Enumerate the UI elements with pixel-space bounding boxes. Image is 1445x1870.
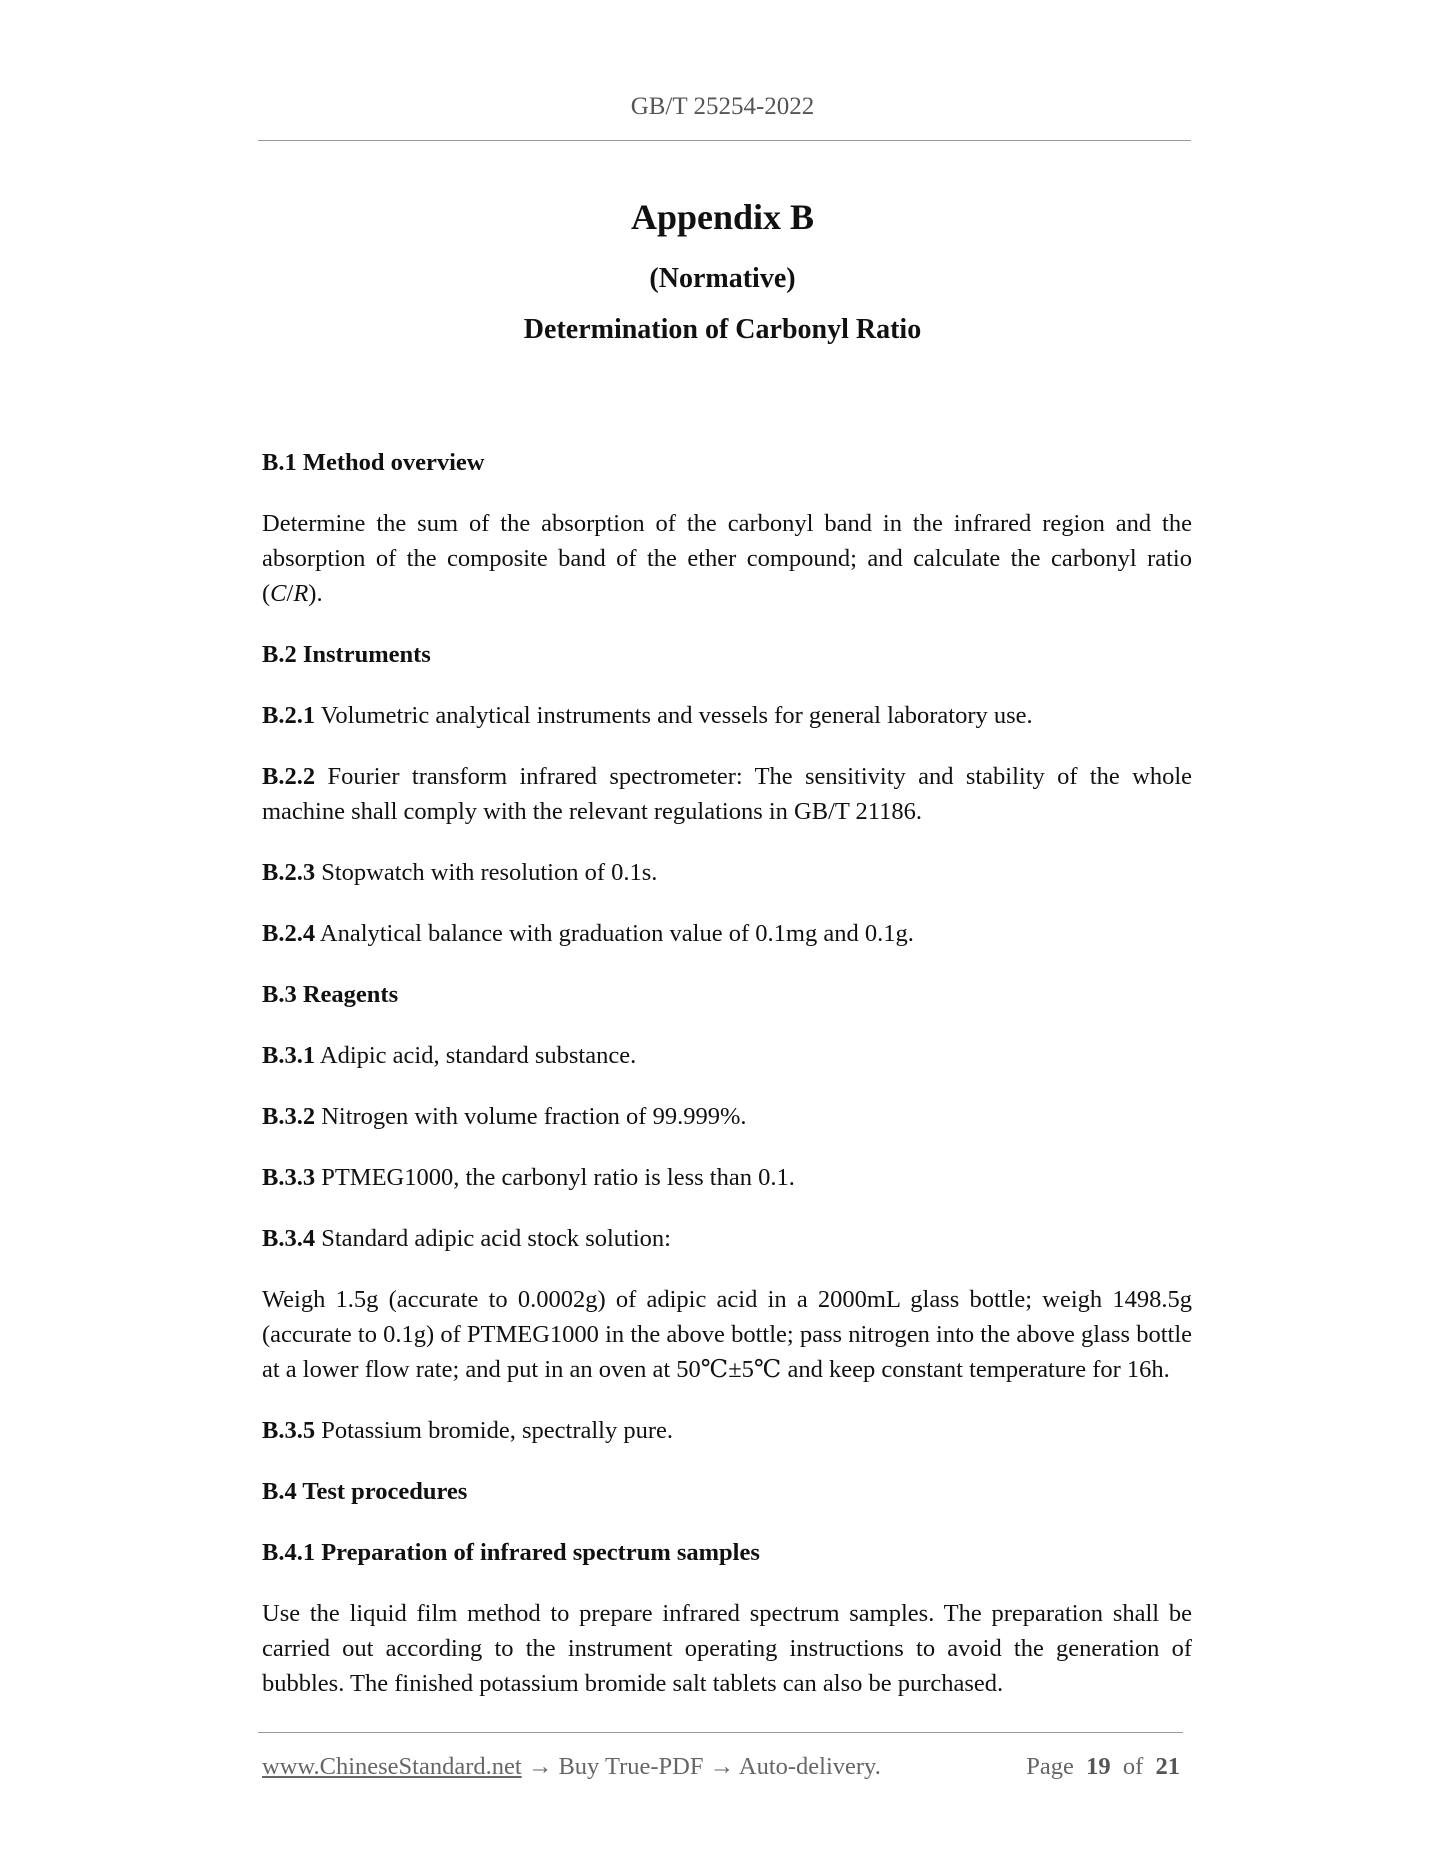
method-overview-paragraph: Determine the sum of the absorption of the carbonyl band in the infrared region and the absorption of the composite band of the ether compound; and calculate the carbonyl ratio (C/R).	[262, 510, 1192, 607]
section-heading-b2: B.2 Instruments	[262, 641, 431, 668]
page-number	[1026, 1751, 1180, 1783]
document-header-code: GB/T 25254-2022	[630, 93, 815, 120]
sample-preparation-paragraph: Use the liquid film method to prepare infrared spectrum samples. The preparation shall be carried out according to the instrument operating instructions to avoid the generation of bubbles. The finished potassium bromide salt tablets can also be purchased.	[262, 1600, 1192, 1697]
appendix-name: Determination of Carbonyl Ratio	[523, 314, 922, 345]
stock-solution-paragraph: Weigh 1.5g (accurate to 0.0002g) of adipic acid in a 2000mL glass bottle; weigh 1498.5g (accurate to 0.1g) of PTMEG1000 in the above bottle; pass nitrogen into the above glass bottle at a lower flow rate; and put in an oven at 50℃±5℃ and keep constant temperature for 16h.	[262, 1286, 1192, 1383]
document-body	[262, 445, 1192, 1727]
site-link[interactable]: www.ChineseStandard.net	[262, 1753, 522, 1780]
arrow-icon: →	[527, 1753, 553, 1780]
appendix-title: Appendix B	[630, 197, 815, 237]
arrow-icon: →	[709, 1753, 735, 1780]
section-heading-b3: B.3 Reagents	[262, 981, 399, 1008]
clause-b2-2: B.2.2 Fourier transform infrared spectrometer: The sensitivity and stability of the whole machine shall comply with the relevant regulations in GB/T 21186.	[262, 763, 1192, 825]
footer-divider	[258, 1732, 1183, 1733]
clause-b3-3: B.3.3 PTMEG1000, the carbonyl ratio is less than 0.1.	[262, 1164, 795, 1191]
section-heading-b1: B.1 Method overview	[262, 449, 485, 476]
clause-b2-3: B.2.3 Stopwatch with resolution of 0.1s.	[262, 859, 658, 886]
buy-pdf-text: Buy True-PDF	[558, 1753, 704, 1780]
footer-promo	[262, 1751, 881, 1783]
clause-b3-5: B.3.5 Potassium bromide, spectrally pure.	[262, 1417, 673, 1444]
clause-b3-4: B.3.4 Standard adipic acid stock solution:	[262, 1225, 671, 1252]
clause-b2-4: B.2.4 Analytical balance with graduation value of 0.1mg and 0.1g.	[262, 920, 914, 947]
subsection-heading-b4-1: B.4.1 Preparation of infrared spectrum samples	[262, 1539, 760, 1566]
header-divider	[258, 140, 1191, 141]
total-pages: 21	[1155, 1753, 1180, 1780]
appendix-type: (Normative)	[649, 263, 796, 294]
section-heading-b4: B.4 Test procedures	[262, 1478, 468, 1505]
page-label: Page	[1026, 1753, 1074, 1780]
clause-b3-1: B.3.1 Adipic acid, standard substance.	[262, 1042, 637, 1069]
clause-b2-1: B.2.1 Volumetric analytical instruments and vessels for general laboratory use.	[262, 702, 1033, 729]
current-page: 19	[1086, 1753, 1111, 1780]
clause-b3-2: B.3.2 Nitrogen with volume fraction of 99.999%.	[262, 1103, 747, 1130]
auto-delivery-text: Auto-delivery.	[738, 1753, 881, 1780]
of-label: of	[1122, 1753, 1144, 1780]
